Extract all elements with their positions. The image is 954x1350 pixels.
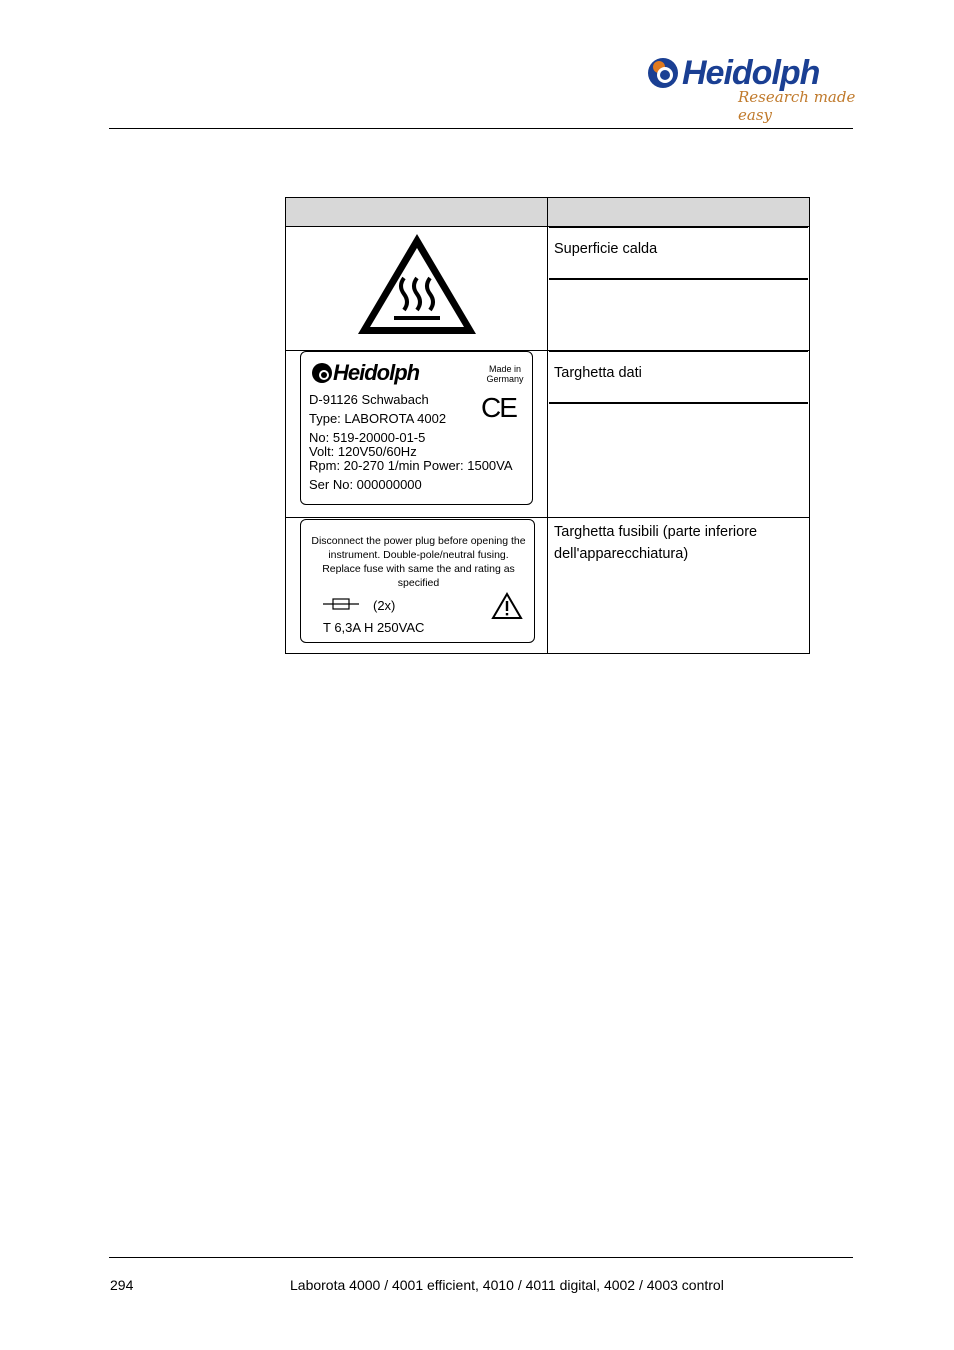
plate-serial: Ser No: 000000000 (309, 477, 422, 492)
heidolph-logo-mark-icon (646, 56, 680, 90)
row-rule (549, 402, 808, 404)
ce-mark: CE (481, 392, 516, 423)
row-description: Superficie calda (554, 241, 658, 257)
fuse-instructions: Disconnect the power plug before opening the instrument. Double-pole/neutral fusing. Replace fuse with same the and rating as specified (311, 535, 526, 589)
fuse-count: (2x) (373, 598, 396, 613)
footer-rule (109, 1257, 853, 1258)
logo-tagline: Research made easy (738, 88, 856, 124)
heidolph-logo (640, 50, 860, 124)
hot-surface-warning-icon (354, 230, 480, 338)
symbols-table (285, 197, 810, 654)
logo-brand-text: Heidolph (682, 54, 820, 92)
footer-title: Laborota 4000 / 4001 efficient, 4010 / 4011 digital, 4002 / 4003 control (290, 1277, 724, 1293)
plate-rpm: Rpm: 20-270 1/min Power: 1500VA (309, 458, 513, 473)
fuse-rating: T 6,3A H 250VAC (323, 620, 425, 635)
header-rule (109, 128, 853, 129)
made-in-text: Made in Germany (486, 364, 524, 384)
fuse-label (300, 519, 535, 643)
row-description: Targhetta dati (554, 365, 642, 381)
column-divider (547, 198, 548, 653)
row-rule (549, 278, 808, 280)
plate-type: Type: LABOROTA 4002 (309, 411, 447, 426)
row-description: Targhetta fusibili (parte inferiore dell'apparecchiatura) (554, 524, 758, 562)
plate-address: D-91126 Schwabach (309, 392, 429, 407)
plate-volt: Volt: 120V50/60Hz (309, 444, 417, 459)
data-plate-label (300, 351, 533, 505)
row-rule (549, 350, 808, 352)
warning-triangle-icon (491, 592, 523, 620)
row-divider (286, 517, 809, 518)
plate-brand: Heidolph (333, 360, 420, 385)
page-number: 294 (110, 1277, 134, 1293)
row-rule (549, 226, 808, 228)
plate-number: No: 519-20000-01-5 (309, 430, 426, 445)
fuse-symbol-icon (323, 598, 359, 610)
heidolph-logo-mark-icon (311, 362, 333, 384)
